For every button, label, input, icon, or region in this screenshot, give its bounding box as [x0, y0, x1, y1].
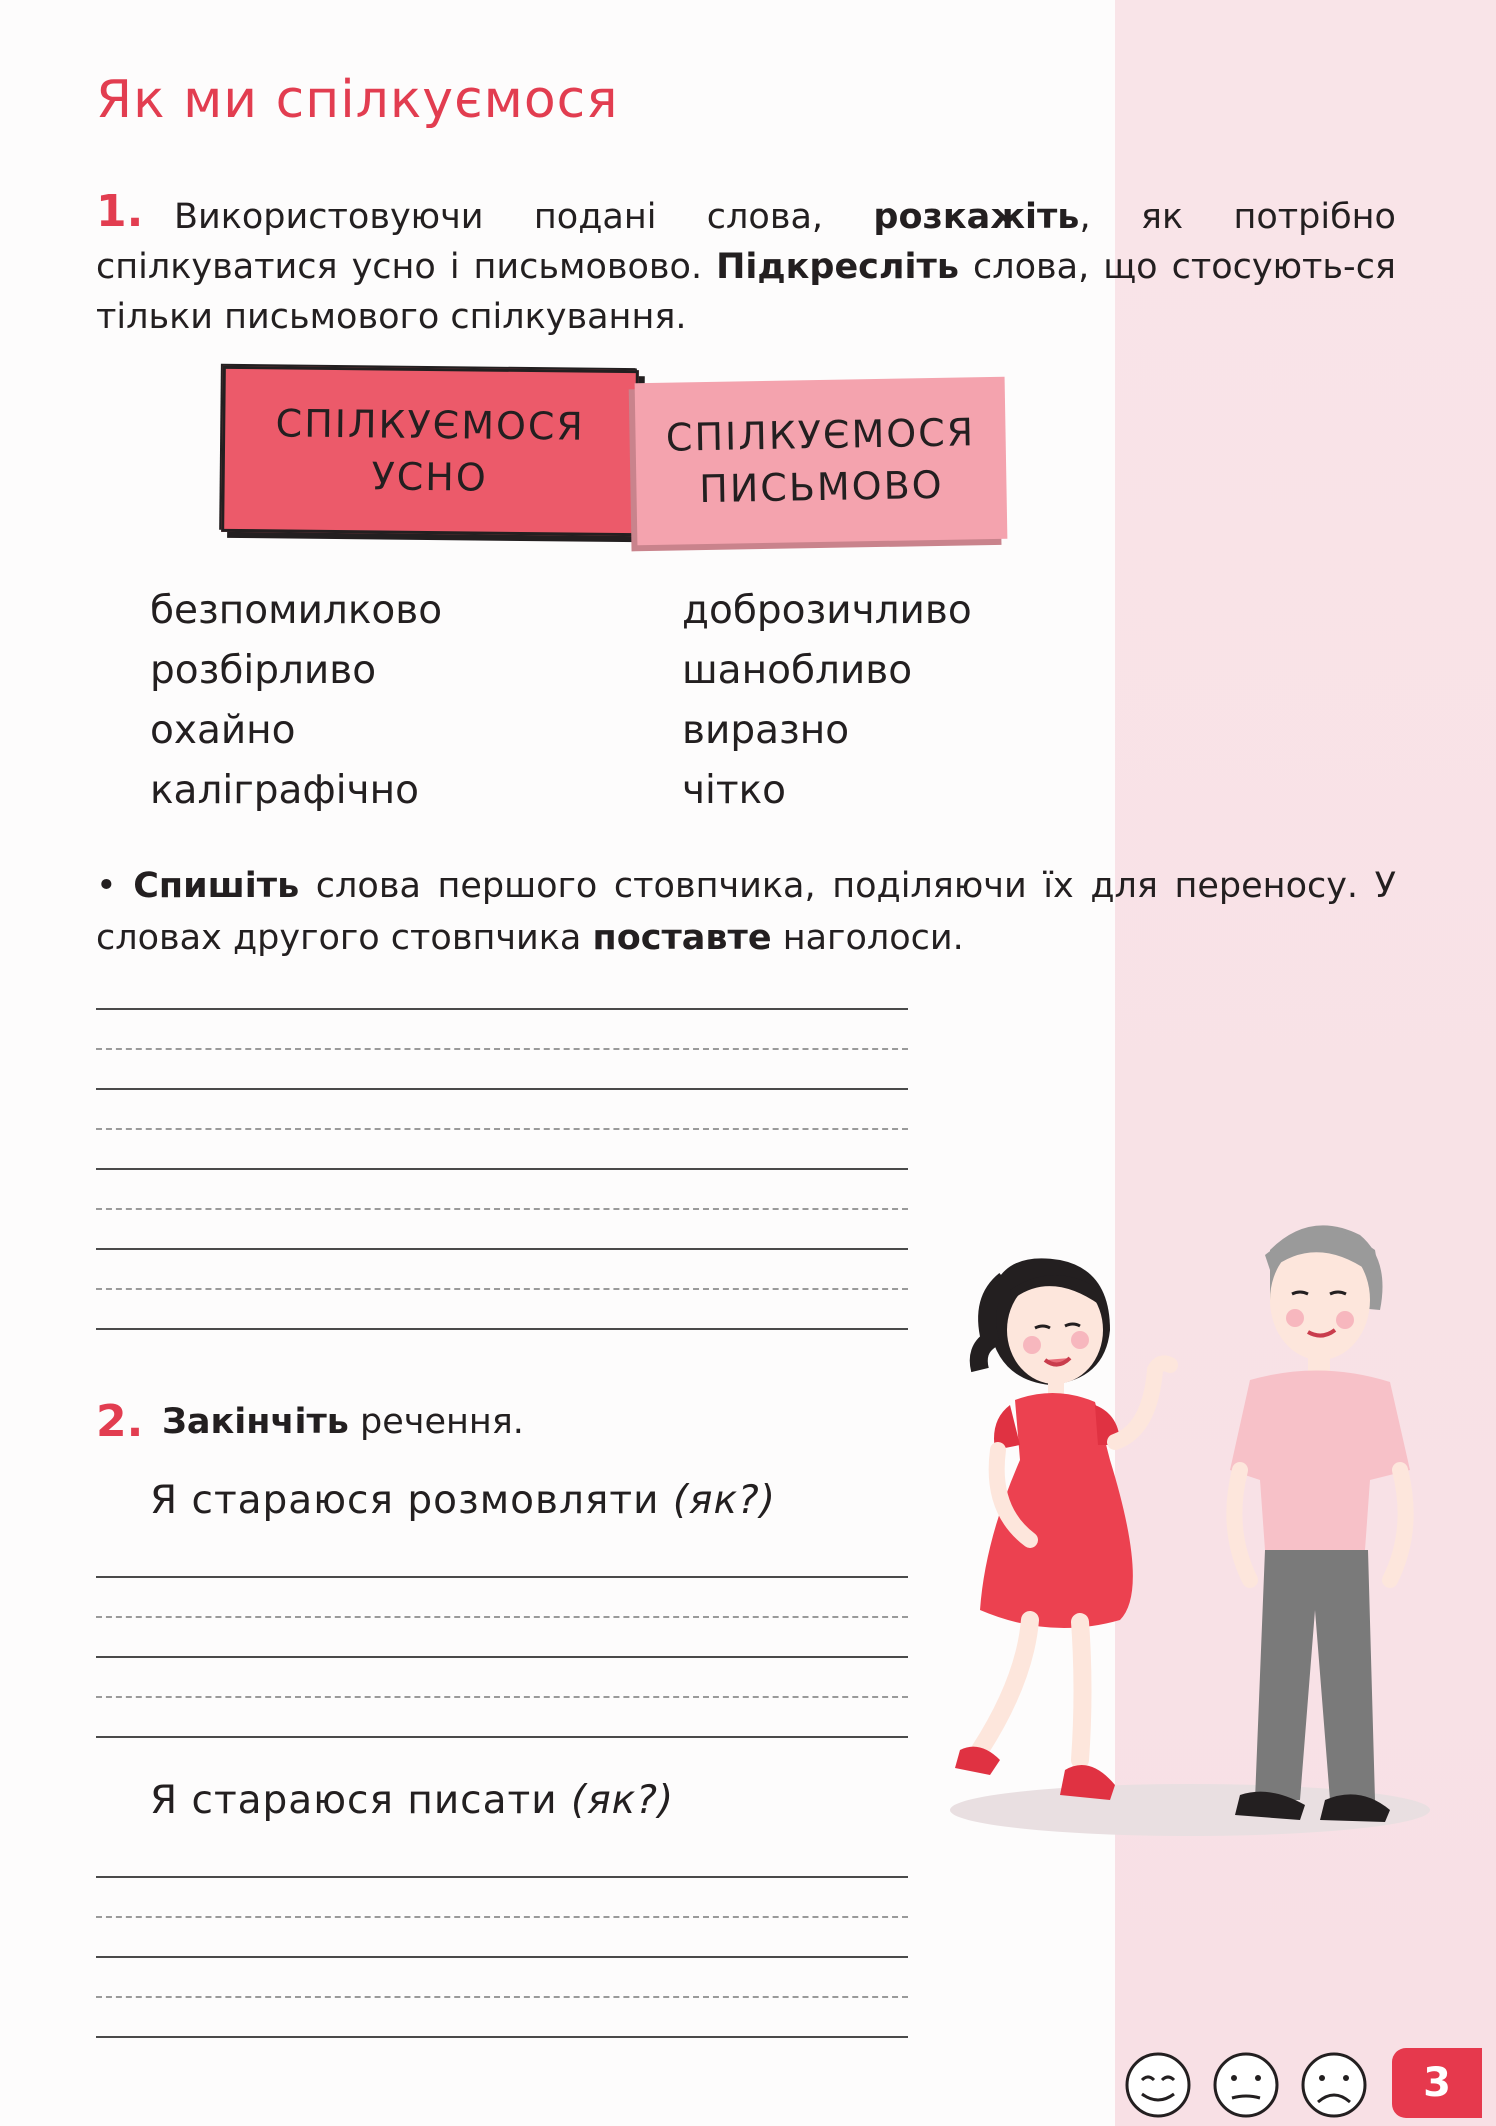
writing-line[interactable] — [96, 1328, 908, 1330]
writing-line[interactable] — [96, 2036, 908, 2038]
writing-line[interactable] — [96, 1576, 908, 1578]
sentence-2 — [150, 1778, 674, 1823]
writing-line-guide — [96, 1128, 908, 1130]
task-1-text-part1: Використовуючи подані слова, — [174, 197, 824, 237]
card-oral-line2: УСНО — [371, 454, 489, 500]
writing-line[interactable] — [96, 1656, 908, 1658]
word-left-1: безпомилково — [150, 588, 443, 633]
task-1-bullet — [96, 860, 1396, 964]
word-right-2: шанобливо — [682, 648, 913, 693]
sentence-2-hint: (як?) — [571, 1778, 675, 1823]
card-written — [635, 377, 1008, 545]
neutral-face-icon — [1215, 2054, 1277, 2116]
bullet-text-1: слова першого стовпчика, поділяючи їх для переносу. У словах другого стовпчика — [96, 866, 1396, 958]
writing-line[interactable] — [96, 1088, 908, 1090]
word-left-4: каліграфічно — [150, 768, 419, 813]
bullet-bold-2: поставте — [592, 918, 772, 958]
task-2-bold: Закінчіть — [162, 1402, 349, 1442]
sad-face-icon — [1303, 2054, 1365, 2116]
word-right-3: виразно — [682, 708, 850, 753]
writing-line-guide — [96, 1916, 908, 1918]
writing-line[interactable] — [96, 1736, 908, 1738]
task-1-instructions — [96, 192, 1396, 342]
happy-face-icon — [1127, 2054, 1189, 2116]
writing-line[interactable] — [96, 1008, 908, 1010]
writing-line[interactable] — [96, 1876, 908, 1878]
page-title: Як ми спілкуємося — [96, 70, 619, 130]
writing-line-guide — [96, 1616, 908, 1618]
writing-line[interactable] — [96, 1248, 908, 1250]
card-written-line1: СПІЛКУЄМОСЯ — [665, 410, 976, 460]
card-oral-line1: СПІЛКУЄМОСЯ — [275, 401, 586, 449]
word-left-3: охайно — [150, 708, 296, 753]
boy-figure — [1230, 1225, 1410, 1822]
writing-line-guide — [96, 1288, 908, 1290]
self-assessment-faces — [1116, 2050, 1376, 2120]
sentence-1-hint: (як?) — [672, 1478, 776, 1523]
children-talking-illustration — [920, 1210, 1440, 1850]
task-1-bold-2: Підкресліть — [716, 247, 959, 287]
writing-line-guide — [96, 1048, 908, 1050]
girl-figure — [955, 1258, 1170, 1800]
task-2-number: 2. — [96, 1396, 144, 1447]
writing-line[interactable] — [96, 1956, 908, 1958]
writing-line[interactable] — [96, 1168, 908, 1170]
word-right-4: чітко — [682, 768, 787, 813]
word-right-1: доброзичливо — [682, 588, 972, 633]
card-oral — [221, 366, 639, 536]
task-1-number: 1. — [96, 186, 144, 237]
task-1-bold-1: розкажіть — [873, 197, 1080, 237]
task-1-text-part2: , як потрібно спілкуватися усно і письмовово. — [96, 197, 1396, 287]
writing-line-guide — [96, 1208, 908, 1210]
card-written-line2: ПИСЬМОВО — [698, 462, 944, 512]
task-1-text-part3: слова, що стосують-ся тільки письмового спілкування. — [96, 247, 1396, 337]
task-2-instructions — [162, 1402, 524, 1442]
bullet-bold-1: Спишіть — [133, 866, 300, 906]
sentence-1-text: Я стараюся розмовляти — [150, 1478, 660, 1523]
sentence-1 — [150, 1478, 776, 1523]
task-2-rest: речення. — [360, 1402, 524, 1442]
sentence-2-text: Я стараюся писати — [150, 1778, 558, 1823]
writing-line-guide — [96, 1696, 908, 1698]
page-number: 3 — [1392, 2048, 1482, 2118]
bullet-text-2: наголоси. — [782, 918, 964, 958]
bullet-mark: • — [96, 866, 117, 906]
word-left-2: розбірливо — [150, 648, 377, 693]
writing-line-guide — [96, 1996, 908, 1998]
